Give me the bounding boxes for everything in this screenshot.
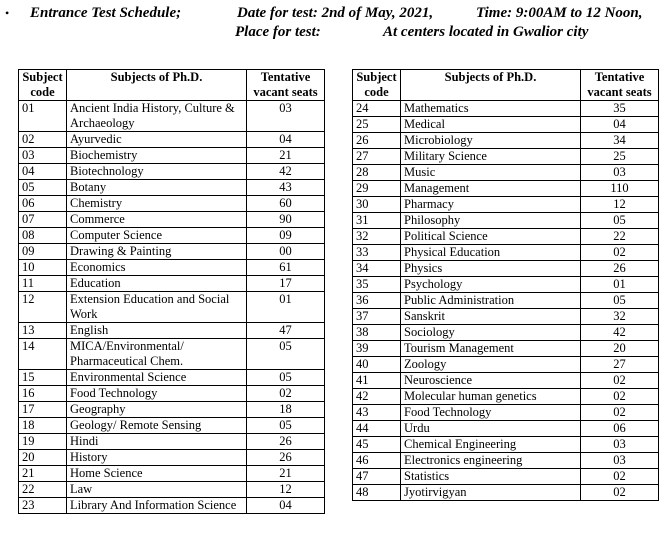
subject-code: 41	[353, 373, 401, 389]
vacant-seats: 43	[247, 180, 325, 196]
subject-code: 32	[353, 229, 401, 245]
subject-name: Philosophy	[401, 213, 581, 229]
subject-name: Computer Science	[67, 228, 247, 244]
vacant-seats: 02	[581, 245, 659, 261]
table-header-row	[19, 70, 325, 101]
table-row	[19, 196, 325, 212]
subject-name: Molecular human genetics	[401, 389, 581, 405]
vacant-seats: 90	[247, 212, 325, 228]
subject-code: 48	[353, 485, 401, 501]
vacant-seats: 12	[581, 197, 659, 213]
test-time: Time: 9:00AM to 12 Noon,	[476, 5, 643, 21]
table-row	[19, 339, 325, 370]
subject-code: 08	[19, 228, 67, 244]
table-row	[19, 212, 325, 228]
subject-name: Pharmacy	[401, 197, 581, 213]
subject-code: 25	[353, 117, 401, 133]
subject-name: Chemistry	[67, 196, 247, 212]
subject-code: 19	[19, 434, 67, 450]
schedule-table-right	[352, 69, 659, 501]
subject-code: 17	[19, 402, 67, 418]
subject-code: 11	[19, 276, 67, 292]
subject-name: Education	[67, 276, 247, 292]
vacant-seats: 17	[247, 276, 325, 292]
subject-name: Biochemistry	[67, 148, 247, 164]
vacant-seats: 42	[581, 325, 659, 341]
vacant-seats: 25	[581, 149, 659, 165]
table-row	[353, 293, 659, 309]
subject-code: 23	[19, 498, 67, 514]
subject-code: 22	[19, 482, 67, 498]
subject-name: Geography	[67, 402, 247, 418]
table-row	[19, 418, 325, 434]
table-row	[353, 101, 659, 117]
header-code: Subject code	[19, 70, 67, 101]
vacant-seats: 02	[247, 386, 325, 402]
subject-name: Public Administration	[401, 293, 581, 309]
table-row	[19, 228, 325, 244]
table-row	[19, 132, 325, 148]
table-row	[19, 244, 325, 260]
table-row	[353, 277, 659, 293]
subject-name: English	[67, 323, 247, 339]
subject-name: Political Science	[401, 229, 581, 245]
table-row	[19, 402, 325, 418]
subject-code: 27	[353, 149, 401, 165]
subject-name: Physics	[401, 261, 581, 277]
vacant-seats: 05	[247, 370, 325, 386]
subject-code: 37	[353, 309, 401, 325]
vacant-seats: 22	[581, 229, 659, 245]
table-row	[19, 323, 325, 339]
subject-code: 21	[19, 466, 67, 482]
vacant-seats: 04	[581, 117, 659, 133]
subject-name: Chemical Engineering	[401, 437, 581, 453]
vacant-seats: 02	[581, 485, 659, 501]
bullet-point: •	[5, 6, 10, 20]
table-row	[19, 164, 325, 180]
vacant-seats: 60	[247, 196, 325, 212]
subject-name: Geology/ Remote Sensing	[67, 418, 247, 434]
vacant-seats: 26	[247, 450, 325, 466]
subject-name: History	[67, 450, 247, 466]
subject-code: 35	[353, 277, 401, 293]
vacant-seats: 04	[247, 132, 325, 148]
vacant-seats: 03	[247, 101, 325, 132]
subject-code: 38	[353, 325, 401, 341]
subject-name: Economics	[67, 260, 247, 276]
subject-code: 12	[19, 292, 67, 323]
subject-code: 06	[19, 196, 67, 212]
subject-name: Electronics engineering	[401, 453, 581, 469]
subject-name: Food Technology	[401, 405, 581, 421]
table-row	[353, 245, 659, 261]
subject-name: Physical Education	[401, 245, 581, 261]
subject-code: 40	[353, 357, 401, 373]
subject-code: 29	[353, 181, 401, 197]
table-row	[19, 450, 325, 466]
vacant-seats: 35	[581, 101, 659, 117]
header-seats: Tentative vacant seats	[581, 70, 659, 101]
subject-name: Home Science	[67, 466, 247, 482]
vacant-seats: 26	[247, 434, 325, 450]
table-row	[19, 148, 325, 164]
table-row	[353, 357, 659, 373]
table-row	[353, 437, 659, 453]
vacant-seats: 21	[247, 148, 325, 164]
subject-code: 43	[353, 405, 401, 421]
table-row	[19, 434, 325, 450]
vacant-seats: 03	[581, 165, 659, 181]
subject-name: MICA/Environmental/ Pharmaceutical Chem.	[67, 339, 247, 370]
vacant-seats: 42	[247, 164, 325, 180]
table-row	[353, 373, 659, 389]
subject-code: 33	[353, 245, 401, 261]
schedule-label: Entrance Test Schedule;	[30, 5, 182, 21]
vacant-seats: 03	[581, 437, 659, 453]
subject-code: 47	[353, 469, 401, 485]
subject-code: 34	[353, 261, 401, 277]
vacant-seats: 02	[581, 405, 659, 421]
table-row	[19, 101, 325, 132]
table-row	[353, 421, 659, 437]
vacant-seats: 03	[581, 453, 659, 469]
subject-name: Jyotirvigyan	[401, 485, 581, 501]
subject-name: Medical	[401, 117, 581, 133]
subject-name: Management	[401, 181, 581, 197]
vacant-seats: 20	[581, 341, 659, 357]
table-row	[353, 485, 659, 501]
subject-name: Library And Information Science	[67, 498, 247, 514]
subject-name: Music	[401, 165, 581, 181]
header-subject: Subjects of Ph.D.	[67, 70, 247, 101]
table-row	[353, 149, 659, 165]
subject-code: 20	[19, 450, 67, 466]
subject-name: Extension Education and Social Work	[67, 292, 247, 323]
table-row	[19, 276, 325, 292]
table-row	[353, 261, 659, 277]
place-label: Place for test:	[235, 24, 321, 40]
subject-name: Drawing & Painting	[67, 244, 247, 260]
subject-code: 02	[19, 132, 67, 148]
table-row	[353, 325, 659, 341]
schedule-table-left	[18, 69, 325, 514]
subject-code: 01	[19, 101, 67, 132]
subject-name: Biotechnology	[67, 164, 247, 180]
table-row	[19, 260, 325, 276]
subject-name: Food Technology	[67, 386, 247, 402]
header-subject: Subjects of Ph.D.	[401, 70, 581, 101]
vacant-seats: 12	[247, 482, 325, 498]
vacant-seats: 05	[247, 339, 325, 370]
subject-code: 39	[353, 341, 401, 357]
vacant-seats: 32	[581, 309, 659, 325]
subject-name: Commerce	[67, 212, 247, 228]
subject-name: Environmental Science	[67, 370, 247, 386]
table-row	[353, 229, 659, 245]
test-date: Date for test: 2nd of May, 2021,	[237, 5, 434, 21]
subject-name: Statistics	[401, 469, 581, 485]
table-row	[19, 386, 325, 402]
subject-name: Tourism Management	[401, 341, 581, 357]
vacant-seats: 18	[247, 402, 325, 418]
subject-code: 42	[353, 389, 401, 405]
subject-name: Hindi	[67, 434, 247, 450]
subject-code: 16	[19, 386, 67, 402]
subject-code: 07	[19, 212, 67, 228]
vacant-seats: 02	[581, 469, 659, 485]
subject-name: Zoology	[401, 357, 581, 373]
table-row	[353, 309, 659, 325]
place-value: At centers located in Gwalior city	[383, 24, 589, 40]
subject-code: 30	[353, 197, 401, 213]
subject-code: 44	[353, 421, 401, 437]
subject-code: 31	[353, 213, 401, 229]
subject-name: Sociology	[401, 325, 581, 341]
table-row	[19, 292, 325, 323]
table-row	[353, 453, 659, 469]
vacant-seats: 26	[581, 261, 659, 277]
subject-code: 28	[353, 165, 401, 181]
vacant-seats: 34	[581, 133, 659, 149]
subject-code: 26	[353, 133, 401, 149]
subject-name: Military Science	[401, 149, 581, 165]
table-row	[19, 180, 325, 196]
vacant-seats: 110	[581, 181, 659, 197]
vacant-seats: 01	[581, 277, 659, 293]
table-row	[353, 117, 659, 133]
subject-name: Sanskrit	[401, 309, 581, 325]
subject-code: 24	[353, 101, 401, 117]
table-row	[353, 133, 659, 149]
vacant-seats: 06	[581, 421, 659, 437]
header-seats: Tentative vacant seats	[247, 70, 325, 101]
table-row	[19, 370, 325, 386]
vacant-seats: 01	[247, 292, 325, 323]
vacant-seats: 21	[247, 466, 325, 482]
table-header-row	[353, 70, 659, 101]
table-row	[19, 498, 325, 514]
subject-code: 15	[19, 370, 67, 386]
subject-code: 04	[19, 164, 67, 180]
table-row	[19, 466, 325, 482]
table-row	[353, 389, 659, 405]
subject-name: Ancient India History, Culture & Archaeology	[67, 101, 247, 132]
table-row	[353, 181, 659, 197]
vacant-seats: 04	[247, 498, 325, 514]
vacant-seats: 27	[581, 357, 659, 373]
subject-code: 10	[19, 260, 67, 276]
subject-code: 36	[353, 293, 401, 309]
vacant-seats: 05	[581, 293, 659, 309]
subject-code: 18	[19, 418, 67, 434]
subject-name: Ayurvedic	[67, 132, 247, 148]
header-code: Subject code	[353, 70, 401, 101]
subject-name: Law	[67, 482, 247, 498]
table-row	[353, 405, 659, 421]
vacant-seats: 02	[581, 373, 659, 389]
subject-code: 14	[19, 339, 67, 370]
subject-code: 46	[353, 453, 401, 469]
vacant-seats: 05	[247, 418, 325, 434]
subject-name: Urdu	[401, 421, 581, 437]
table-row	[353, 341, 659, 357]
subject-code: 45	[353, 437, 401, 453]
vacant-seats: 00	[247, 244, 325, 260]
table-row	[353, 165, 659, 181]
subject-code: 09	[19, 244, 67, 260]
subject-name: Psychology	[401, 277, 581, 293]
subject-name: Neuroscience	[401, 373, 581, 389]
subject-name: Microbiology	[401, 133, 581, 149]
vacant-seats: 05	[581, 213, 659, 229]
vacant-seats: 61	[247, 260, 325, 276]
vacant-seats: 09	[247, 228, 325, 244]
table-row	[353, 469, 659, 485]
table-row	[353, 213, 659, 229]
vacant-seats: 02	[581, 389, 659, 405]
table-row	[19, 482, 325, 498]
table-row	[353, 197, 659, 213]
subject-name: Botany	[67, 180, 247, 196]
subject-code: 13	[19, 323, 67, 339]
vacant-seats: 47	[247, 323, 325, 339]
subject-name: Mathematics	[401, 101, 581, 117]
subject-code: 05	[19, 180, 67, 196]
subject-code: 03	[19, 148, 67, 164]
